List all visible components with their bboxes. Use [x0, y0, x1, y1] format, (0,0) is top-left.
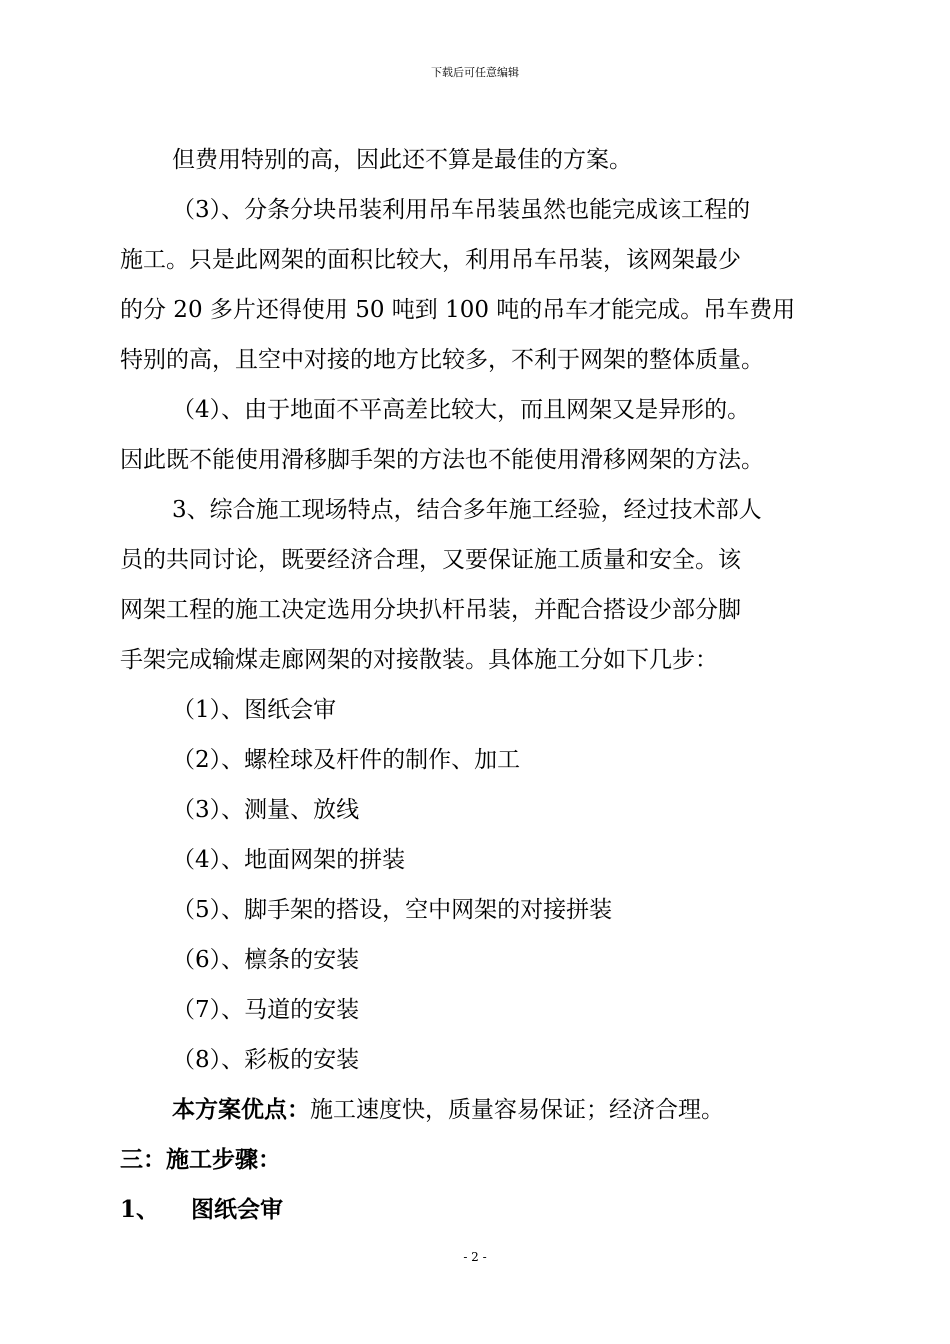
step-list-item: （8）、彩板的安装 — [172, 1047, 360, 1073]
advantages-label: 本方案优点： — [172, 1096, 310, 1123]
paragraph-line: 手架完成输煤走廊网架的对接散装。具体施工分如下几步： — [120, 647, 718, 673]
sub-heading-title: 图纸会审 — [191, 1196, 284, 1223]
page-number: - 2 - — [463, 1250, 487, 1264]
paragraph-line: 网架工程的施工决定选用分块扒杆吊装，并配合搭设少部分脚 — [120, 597, 741, 623]
paragraph-line: 但费用特别的高，因此还不算是最佳的方案。 — [172, 147, 632, 173]
paragraph-line: 施工。只是此网架的面积比较大，利用吊车吊装，该网架最少 — [120, 247, 741, 273]
advantages-text: 施工速度快，质量容易保证；经济合理。 — [310, 1097, 724, 1123]
advantages-line — [172, 1095, 724, 1125]
step-list-item: （5）、脚手架的搭设，空中网架的对接拼装 — [172, 897, 613, 923]
page-header-note: 下载后可任意编辑 — [431, 66, 519, 79]
step-list-item: （7）、马道的安装 — [172, 997, 360, 1023]
section-heading: 三：施工步骤： — [120, 1146, 281, 1173]
sub-heading — [120, 1195, 283, 1225]
paragraph-line: 员的共同讨论，既要经济合理，又要保证施工质量和安全。该 — [120, 547, 741, 573]
paragraph-line: 特别的高，且空中对接的地方比较多，不利于网架的整体质量。 — [120, 347, 764, 373]
step-list-item: （1）、图纸会审 — [172, 697, 337, 723]
step-list-item: （6）、檩条的安装 — [172, 947, 360, 973]
sub-heading-number: 1、 — [120, 1196, 160, 1223]
paragraph-line: （4）、由于地面不平高差比较大，而且网架又是异形的。 — [172, 397, 751, 423]
step-list-item: （3）、测量、放线 — [172, 797, 360, 823]
step-list-item: （2）、螺栓球及杆件的制作、加工 — [172, 747, 521, 773]
paragraph-line: 因此既不能使用滑移脚手架的方法也不能使用滑移网架的方法。 — [120, 447, 764, 473]
paragraph-line: 的分 20 多片还得使用 50 吨到 100 吨的吊车才能完成。吊车费用 — [120, 297, 796, 323]
paragraph-line: （3）、分条分块吊装利用吊车吊装虽然也能完成该工程的 — [172, 197, 751, 223]
paragraph-line: 3、综合施工现场特点，结合多年施工经验，经过技术部人 — [172, 497, 762, 523]
step-list-item: （4）、地面网架的拼装 — [172, 847, 406, 873]
